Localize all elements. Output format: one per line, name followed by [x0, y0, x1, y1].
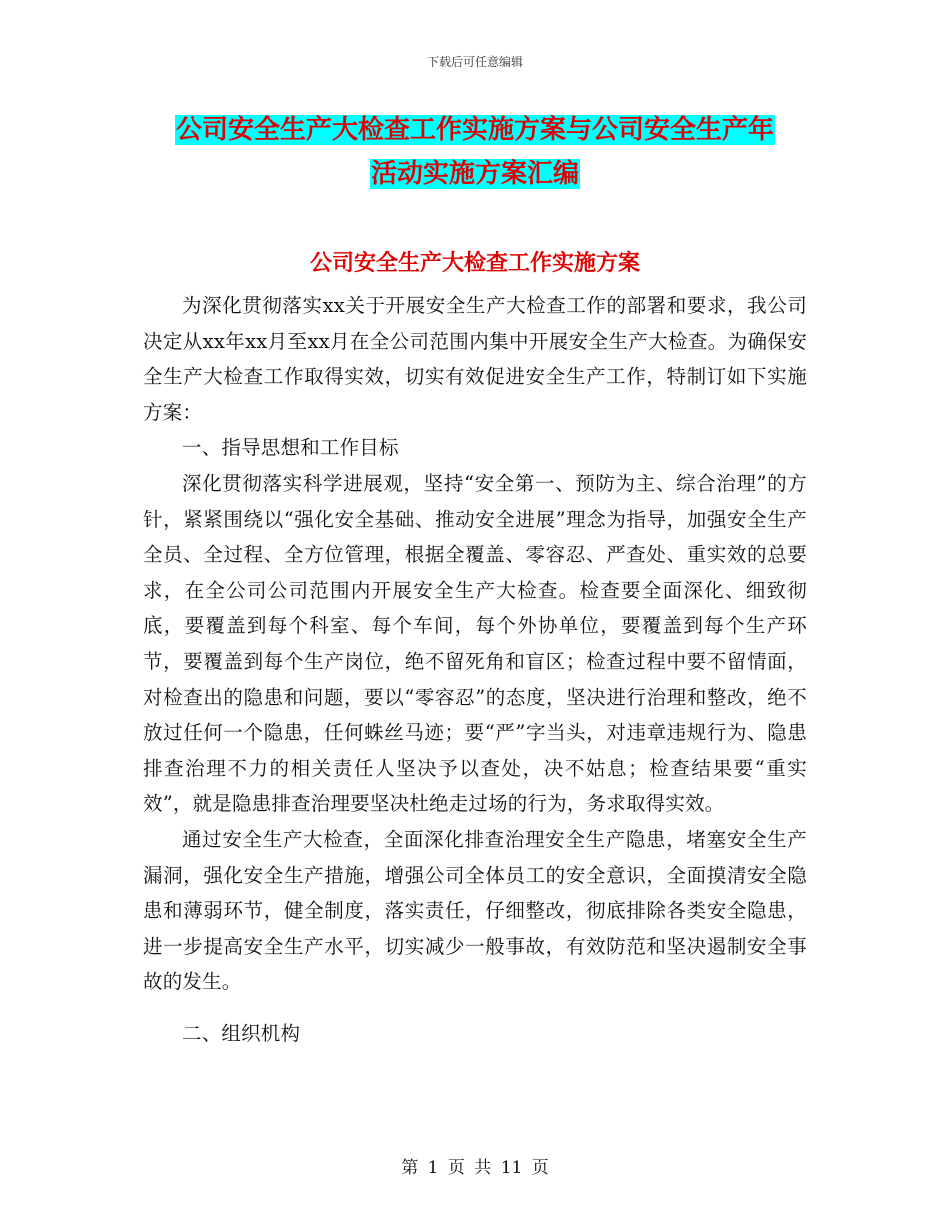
page-footer: 第 1 页 共 11 页 [401, 1158, 549, 1178]
document-title-line-2 [0, 155, 950, 193]
page-header: 下载后可任意编辑 [426, 55, 523, 69]
guiding-paragraph: 深化贯彻落实科学进展观，坚持“安全第一、预防为主、综合治理”的方针，紧紧围绕以“强化安全基础、推动安全进展”理念为指导，加强安全生产全员、全过程、全方位管理，根据全覆盖、零容忍、严查处、重实效的总要求，在全公司公司范围内开展安全生产大检查。检查要全面深化、细致彻底，要覆盖到每个科室、每个车间，每个外协单位，要覆盖到每个生产环节，要覆盖到每个生产岗位，绝不留死角和盲区；检查过程中要不留情面，对检查出的隐患和问题，要以“零容忍”的态度，坚决进行治理和整改，绝不放过任何一个隐患，任何蛛丝马迹；要“严”字当头，对违章违规行为、隐患排查治理不力的相关责任人坚决予以查处，决不姑息；检查结果要“重实效”，就是隐患排查治理要坚决杜绝走过场的行为，务求取得实效。 [143, 471, 807, 816]
intro-paragraph: 为深化贯彻落实xx关于开展安全生产大检查工作的部署和要求，我公司决定从xx年xx月至xx月在全公司范围内集中开展安全生产大检查。为确保安全生产大检查工作取得实效，切实有效促进安全生产工作，特制订如下实施方案： [143, 294, 807, 424]
document-body [143, 288, 807, 1051]
goal-paragraph: 通过安全生产大检查，全面深化排查治理安全生产隐患，堵塞安全生产漏洞，强化安全生产措施，增强公司全体员工的安全意识，全面摸清安全隐患和薄弱环节，健全制度，落实责任，仔细整改，彻底排除各类安全隐患，进一步提高安全生产水平，切实减少一般事故，有效防范和坚决遏制安全事故的发生。 [143, 827, 807, 994]
section-heading-2: 二、组织机构 [182, 1021, 301, 1045]
title-text-line-1: 公司安全生产大检查工作实施方案与公司安全生产年 [175, 115, 774, 145]
title-text-line-2: 活动实施方案汇编 [370, 159, 579, 189]
document-title-line-1 [0, 111, 950, 149]
section-heading-1: 一、指导思想和工作目标 [182, 436, 399, 460]
section-title: 公司安全生产大检查工作实施方案 [309, 250, 640, 276]
